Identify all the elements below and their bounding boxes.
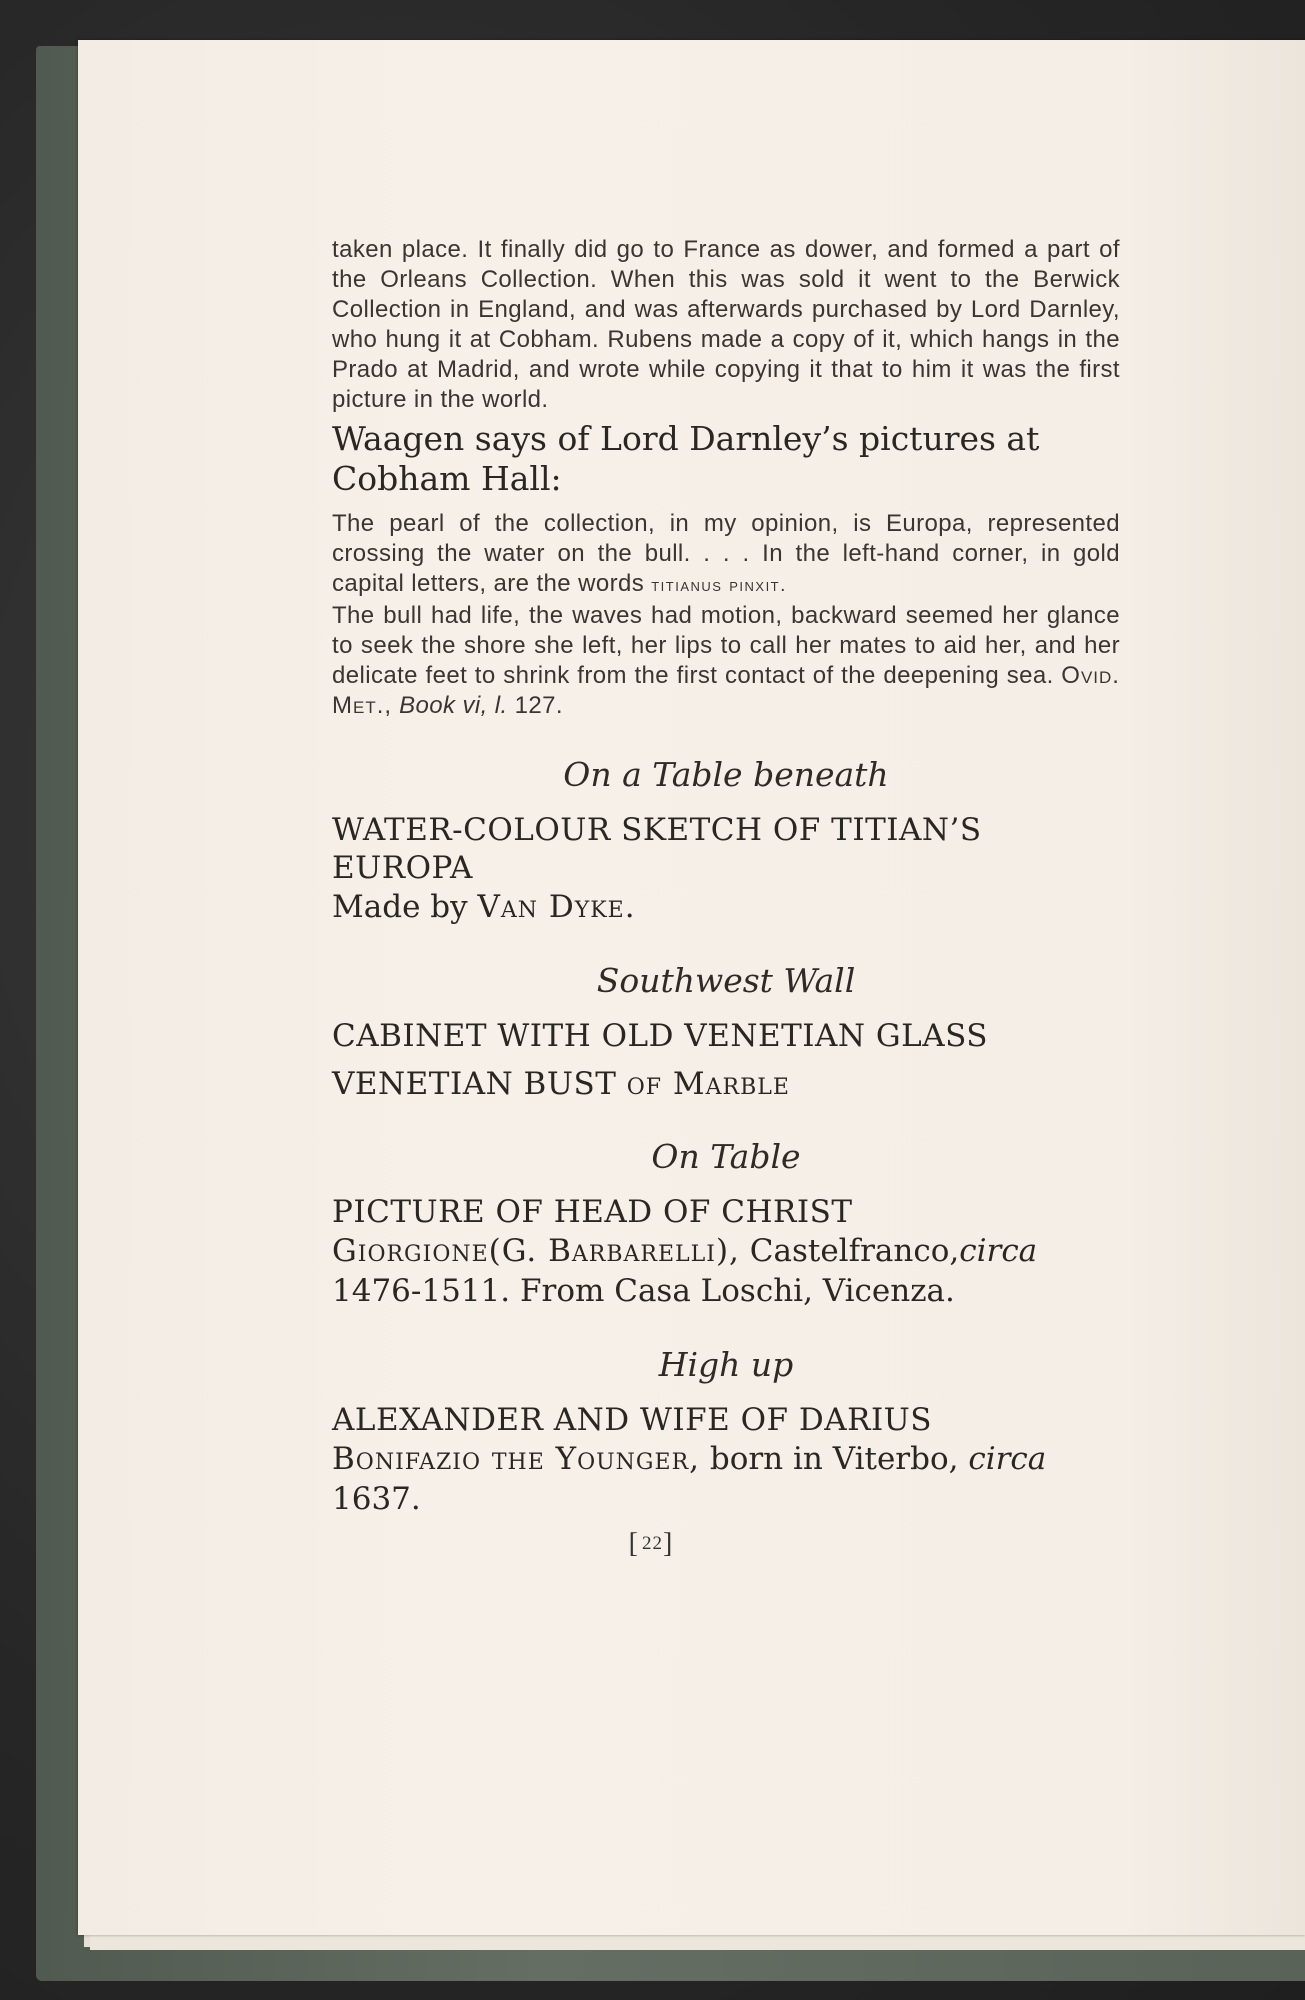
quote-ovid xyxy=(332,601,1120,721)
quote-waagen-text: The pearl of the collection, in my opinion, is Europa, represented crossing the water on the bull. . . . In the left-hand corner, in gold capital letters, are the words xyxy=(332,510,1120,597)
entry-attribution-vandyke xyxy=(332,887,1120,927)
entry-title-head-of-christ: PICTURE OF HEAD OF CHRIST xyxy=(332,1194,853,1230)
artist-year: 1637. xyxy=(332,1481,421,1517)
quote-ovid-book: Book vi, l. xyxy=(399,692,508,719)
entry-title-watercolour: WATER-COLOUR SKETCH OF TITIAN’S xyxy=(332,812,982,848)
page-number-value: 22 xyxy=(642,1533,663,1554)
entry-title-alexander: ALEXANDER AND WIFE OF DARIUS xyxy=(332,1402,933,1438)
artist-born: born in Viterbo, xyxy=(709,1441,959,1477)
quote-ovid-author: Ovid. Met., xyxy=(332,662,1120,719)
waagen-intro: Waagen says of Lord Darnley’s pictures at Cobham Hall: xyxy=(332,419,1040,498)
quote-waagen xyxy=(332,509,1120,601)
section-heading-on-table: On Table xyxy=(651,1137,801,1176)
quote-waagen-inscription: titianus pinxit. xyxy=(651,575,787,596)
artist-circa: circa xyxy=(959,1233,1038,1269)
section-heading-southwest-wall: Southwest Wall xyxy=(596,961,856,1000)
attribution-name: Van Dyke. xyxy=(477,889,636,925)
entry-title-bust xyxy=(332,1065,1120,1103)
page-number-open-bracket: [ xyxy=(628,1528,642,1559)
provenance: From Casa Loschi, Vicenza. xyxy=(519,1273,955,1309)
artist-giorgione: Giorgione xyxy=(332,1233,489,1269)
entry-attribution-giorgione xyxy=(332,1231,1120,1311)
section-heading-high-up: High up xyxy=(658,1345,794,1384)
attribution-prefix: Made by xyxy=(332,889,468,925)
page-number xyxy=(0,1528,1305,1560)
paragraph-provenance: taken place. It finally did go to France as dower, and formed a part of the Orleans Collection. When this was sold it went to the Berwick Collection in England, and was afterwards purchased by Lord Darnley, who hung it at Cobham. Rubens made a copy of it, which hangs in the Prado at Madrid, and wrote while copying it that to him it was the first picture in the world. xyxy=(332,236,1120,413)
bust-material: of Marble xyxy=(626,1066,790,1102)
artist-dates: 1476-1511. xyxy=(332,1273,511,1309)
artist-place: Castelfranco, xyxy=(749,1233,960,1269)
artist-giorgione-alt: (G. Barbarelli), xyxy=(488,1233,740,1269)
entry-title-watercolour-cont: EUROPA xyxy=(332,850,473,886)
section-heading-table-beneath: On a Table beneath xyxy=(563,755,889,794)
quote-ovid-text: The bull had life, the waves had motion, backward seemed her glance to seek the shore she left, her lips to call her mates to aid her, and her delicate feet to shrink from the first contact of the deepening sea. xyxy=(332,602,1120,689)
bust-main: VENETIAN BUST xyxy=(332,1066,617,1102)
page-content xyxy=(332,235,1120,1519)
entry-title-cabinet: CABINET WITH OLD VENETIAN GLASS xyxy=(332,1018,989,1054)
artist-circa-bonifazio: circa xyxy=(968,1441,1047,1477)
quote-ovid-line: 127. xyxy=(514,692,563,719)
page-number-close-bracket: ] xyxy=(663,1528,677,1559)
entry-attribution-bonifazio xyxy=(332,1439,1120,1519)
artist-bonifazio: Bonifazio the Younger, xyxy=(332,1441,700,1477)
